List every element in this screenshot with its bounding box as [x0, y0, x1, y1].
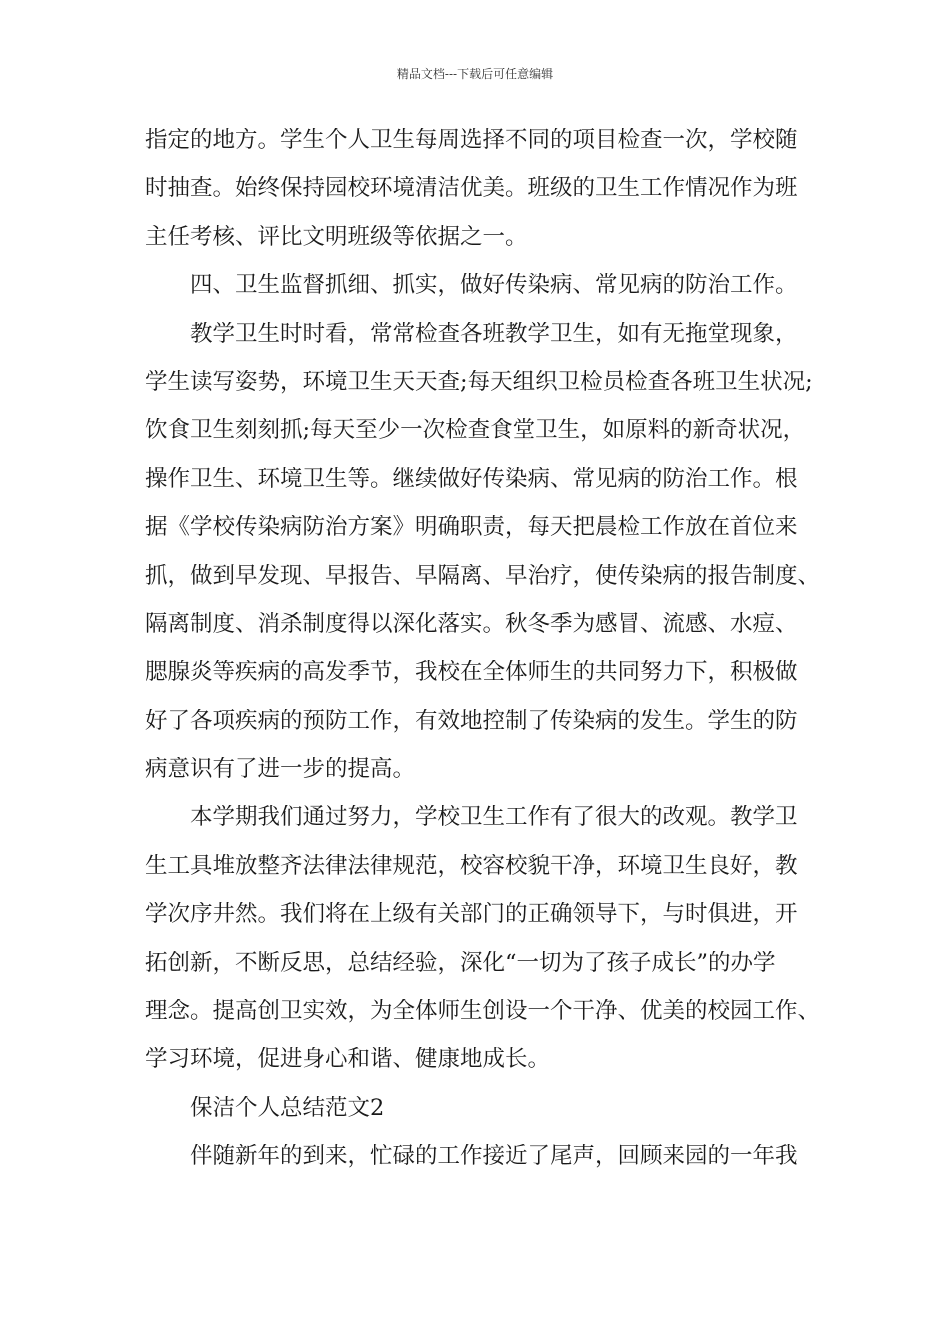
paragraph-line: 拓创新，不断反思，总结经验，深化“一切为了孩子成长”的办学 [145, 950, 776, 975]
paragraph-line: 学生读写姿势，环境卫生天天查;每天组织卫检员检查各班卫生状况; [145, 369, 813, 394]
paragraph-line: 病意识有了进一步的提高。 [145, 757, 416, 782]
paragraph-line: 主任考核、评比文明班级等依据之一。 [145, 224, 528, 249]
paragraph-line: 教学卫生时时看，常常检查各班教学卫生，如有无拖堂现象， [190, 321, 798, 346]
paragraph-line: 生工具堆放整齐法律法律规范，校容校貌干净，环境卫生良好，教 [145, 853, 798, 878]
paragraph-line: 学习环境，促进身心和谐、健康地成长。 [145, 1047, 551, 1072]
paragraph-line: 腮腺炎等疾病的高发季节，我校在全体师生的共同努力下，积极做 [145, 660, 798, 685]
paragraph-line: 隔离制度、消杀制度得以深化落实。秋冬季为感冒、流感、水痘、 [145, 611, 798, 636]
paragraph-line: 饮食卫生刻刻抓;每天至少一次检查食堂卫生，如原料的新奇状况， [145, 418, 806, 443]
paragraph-line: 学次序井然。我们将在上级有关部门的正确领导下，与时俱进，开 [145, 902, 798, 927]
paragraph-line: 时抽查。始终保持园校环境清洁优美。班级的卫生工作情况作为班 [145, 176, 798, 201]
paragraph-line: 伴随新年的到来，忙碌的工作接近了尾声，回顾来园的一年我 [190, 1144, 798, 1169]
section-title: 保洁个人总结范文2 [190, 1095, 385, 1120]
paragraph-line: 本学期我们通过努力，学校卫生工作有了很大的改观。教学卫 [190, 805, 798, 830]
paragraph-line: 操作卫生、环境卫生等。继续做好传染病、常见病的防治工作。根 [145, 466, 798, 491]
section-heading: 四、卫生监督抓细、抓实，做好传染病、常见病的防治工作。 [190, 273, 798, 298]
paragraph-line: 好了各项疾病的预防工作，有效地控制了传染病的发生。学生的防 [145, 708, 798, 733]
paragraph-line: 据《学校传染病防治方案》明确职责，每天把晨检工作放在首位来 [145, 515, 798, 540]
page-header: 精品文档---下载后可任意编辑 [396, 67, 554, 81]
paragraph-line: 指定的地方。学生个人卫生每周选择不同的项目检查一次，学校随 [145, 128, 798, 152]
paragraph-line: 理念。提高创卫实效，为全体师生创设一个干净、优美的校园工作、 [145, 999, 821, 1024]
document-body [145, 128, 825, 1193]
paragraph-line: 抓，做到早发现、早报告、早隔离、早治疗，使传染病的报告制度、 [145, 563, 821, 588]
